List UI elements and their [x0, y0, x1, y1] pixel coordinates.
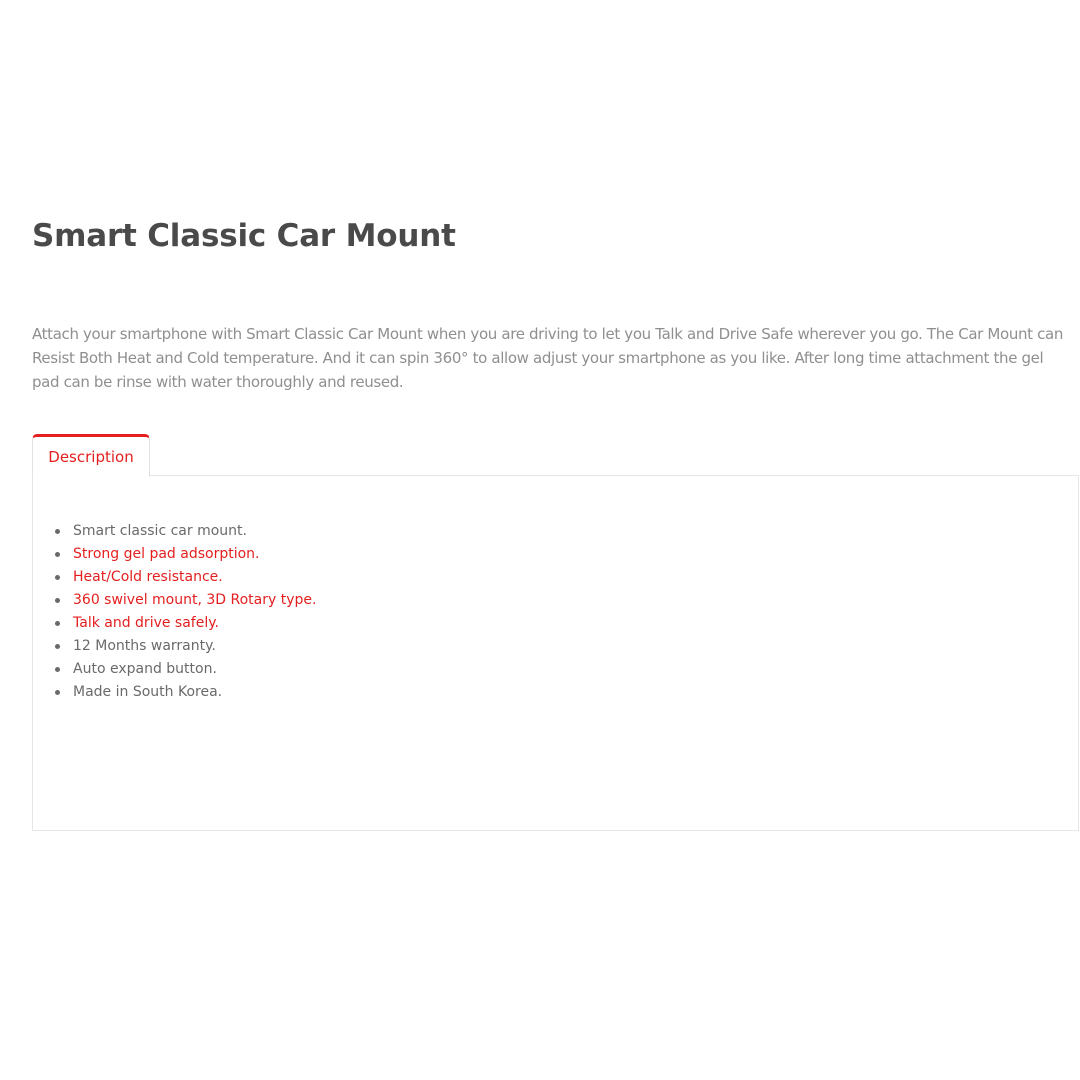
feature-item — [53, 635, 316, 658]
product-summary: Attach your smartphone with Smart Classic Car Mount when you are driving to let you Talk and Drive Safe wherever you go. The Car Mount can Resist Both Heat and Cold temperature. And it can spin 360° to allow adjust your smartphone as you like. After long time attachment the gel pad can be rinse with water thoroughly and reused. — [32, 325, 1063, 391]
product-title: Smart Classic Car Mount — [32, 218, 456, 254]
feature-item — [53, 681, 316, 704]
bullet-icon — [55, 667, 60, 672]
tab-description[interactable]: Description — [32, 434, 150, 477]
feature-text: Heat/Cold resistance. — [73, 569, 223, 585]
bullet-icon — [55, 644, 60, 649]
feature-text: Strong gel pad adsorption. — [73, 546, 260, 562]
feature-list — [53, 520, 316, 704]
feature-text: Made in South Korea. — [73, 684, 223, 700]
bullet-icon — [55, 690, 60, 695]
feature-text: Auto expand button. — [73, 661, 217, 677]
feature-item — [53, 589, 316, 612]
bullet-icon — [55, 529, 60, 534]
feature-item — [53, 520, 316, 543]
feature-text: 12 Months warranty. — [73, 638, 216, 654]
feature-item — [53, 543, 316, 566]
feature-text: 360 swivel mount, 3D Rotary type. — [73, 592, 317, 608]
feature-item — [53, 566, 316, 589]
feature-item — [53, 612, 316, 635]
bullet-icon — [55, 598, 60, 603]
bullet-icon — [55, 575, 60, 580]
feature-text: Talk and drive safely. — [73, 615, 219, 631]
bullet-icon — [55, 621, 60, 626]
feature-text: Smart classic car mount. — [73, 523, 247, 539]
bullet-icon — [55, 552, 60, 557]
description-panel — [32, 475, 1079, 831]
feature-item — [53, 658, 316, 681]
